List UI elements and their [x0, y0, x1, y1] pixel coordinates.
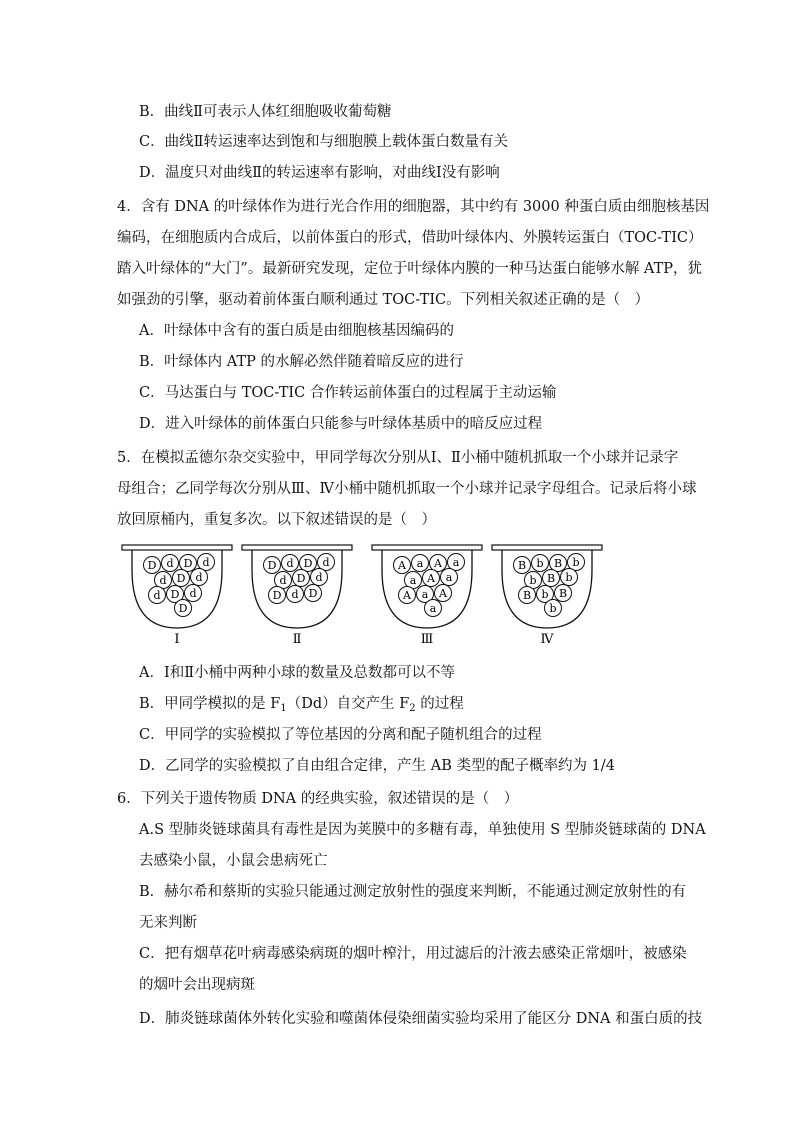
q5-option-b-sub2: 2 — [409, 703, 416, 714]
bucket-rim — [492, 545, 602, 550]
q5-option-b-sub1: 1 — [280, 703, 287, 714]
ball-letter: D — [178, 602, 188, 615]
ball-letter: d — [322, 556, 330, 569]
ball-letter: B — [553, 557, 563, 570]
ball-letter: D — [170, 588, 180, 601]
ball-letter: d — [286, 557, 294, 570]
q4-stem-line-3: 踏入叶绿体的“大门”。最新研究发现，定位于叶绿体内膜的一种马达蛋白能够水解 ATP，犹 — [117, 261, 703, 277]
bucket-label: Ⅱ — [292, 632, 302, 647]
ball-letter: B — [517, 559, 527, 572]
ball-letter: a — [416, 557, 424, 570]
q5-option-a: A．Ⅰ和Ⅱ小桶中两种小球的数量及总数都可以不等 — [139, 665, 456, 681]
q6-option-a-line-1: A.S 型肺炎链球菌具有毒性是因为荚膜中的多糖有毒，单独使用 S 型肺炎链球菌的 DNA — [139, 822, 706, 838]
q5-option-c: C．甲同学的实验模拟了等位基因的分离和配子随机组合的过程 — [139, 727, 542, 743]
q5-option-b — [139, 694, 464, 719]
q4-stem-line-2: 编码，在细胞质内合成后，以前体蛋白的形式，借助叶绿体内、外膜转运蛋白（TOC-TIC） — [117, 230, 703, 246]
ball-letter: d — [195, 571, 203, 584]
q4-stem-line-1: 4．含有 DNA 的叶绿体作为进行光合作用的细胞器，其中约有 3000 种蛋白质由细胞核基因 — [117, 199, 710, 215]
ball-letter: B — [546, 572, 556, 585]
bucket-rim — [242, 545, 352, 550]
q3-option-d: D．温度只对曲线Ⅱ的转运速率有影响，对曲线Ⅰ没有影响 — [139, 165, 500, 181]
bucket-rim — [122, 545, 232, 550]
q4-option-b: B．叶绿体内 ATP 的水解必然伴随着暗反应的进行 — [139, 354, 464, 370]
ball-letter: d — [291, 588, 299, 601]
ball-letter: a — [429, 602, 437, 615]
ball-letter: b — [572, 556, 580, 569]
ball-letter: d — [202, 556, 210, 569]
bucket-rim — [372, 545, 482, 550]
ball-letter: D — [267, 559, 277, 572]
ball-letter: d — [159, 574, 167, 587]
ball-letter: d — [279, 574, 287, 587]
ball-letter: d — [166, 557, 174, 570]
q5-option-b-post: 的过程 — [415, 696, 464, 712]
ball-letter: D — [183, 557, 193, 570]
q3-option-c: C．曲线Ⅱ转运速率达到饱和与细胞膜上载体蛋白数量有关 — [139, 134, 508, 150]
ball-letter: A — [398, 559, 406, 572]
ball-letter: A — [427, 572, 435, 585]
q4-option-c: C．马达蛋白与 TOC-TIC 合作转运前体蛋白的过程属于主动运输 — [139, 385, 557, 401]
q6-option-a-line-2: 去感染小鼠，小鼠会患病死亡 — [139, 853, 328, 869]
ball-letter: D — [272, 589, 282, 602]
ball-letter: B — [558, 587, 568, 600]
bucket-3 — [372, 545, 482, 647]
bucket-label: Ⅳ — [540, 632, 554, 647]
bucket-figure — [117, 540, 617, 650]
bucket-label: Ⅰ — [174, 632, 180, 647]
ball-letter: d — [189, 587, 197, 600]
q6-option-c-line-2: 的烟叶会出现病斑 — [139, 977, 255, 993]
q5-stem-line-1: 5．在模拟孟德尔杂交实验中，甲同学每次分别从Ⅰ、Ⅱ小桶中随机抓取一个小球并记录字 — [117, 450, 679, 466]
ball-letter: A — [403, 589, 411, 602]
q4-option-d: D．进入叶绿体的前体蛋白只能参与叶绿体基质中的暗反应过程 — [139, 416, 543, 432]
ball-letter: B — [522, 589, 532, 602]
ball-letter: D — [296, 572, 306, 585]
q4-option-a: A．叶绿体中含有的蛋白质是由细胞核基因编码的 — [139, 323, 454, 339]
q4-stem-line-4: 如强劲的引擎，驱动着前体蛋白顺利通过 TOC-TIC。下列相关叙述正确的是（ ） — [117, 292, 650, 308]
buckets-diagram — [117, 540, 617, 650]
q6-option-d-line-1: D．肺炎链球菌体外转化实验和噬菌体侵染细菌实验均采用了能区分 DNA 和蛋白质的技 — [139, 1011, 703, 1027]
bucket-label: Ⅲ — [420, 632, 434, 647]
q6-option-c-line-1: C．把有烟草花叶病毒感染病斑的烟叶榨汁，用过滤后的汁液去感染正常烟叶，被感染 — [139, 946, 687, 962]
ball-letter: D — [176, 572, 186, 585]
ball-letter: b — [529, 574, 537, 587]
ball-letter: b — [536, 557, 544, 570]
q5-stem-line-2: 母组合；乙同学每次分别从Ⅲ、Ⅳ小桶中随机抓取一个小球并记录字母组合。记录后将小球 — [117, 481, 697, 497]
ball-letter: a — [445, 571, 453, 584]
ball-letter: a — [421, 588, 429, 601]
q5-stem-line-3: 放回原桶内，重复多次。以下叙述错误的是（ ） — [117, 512, 436, 528]
bucket-1 — [122, 545, 232, 647]
q6-stem: 6．下列关于遗传物质 DNA 的经典实验，叙述错误的是（ ） — [117, 791, 519, 807]
q5-option-d: D．乙同学的实验模拟了自由组合定律，产生 AB 类型的配子概率约为 1/4 — [139, 758, 615, 774]
ball-letter: b — [549, 602, 557, 615]
ball-letter: A — [439, 587, 447, 600]
bucket-4 — [492, 545, 602, 647]
ball-letter: d — [315, 571, 323, 584]
q5-option-b-mid: （Dd）自交产生 F — [286, 696, 410, 712]
ball-letter: b — [541, 588, 549, 601]
q6-option-b-line-1: B．赫尔希和蔡斯的实验只能通过测定放射性的强度来判断，不能通过测定放射性的有 — [139, 884, 687, 900]
ball-letter: a — [452, 556, 460, 569]
ball-letter: D — [303, 557, 313, 570]
ball-letter: a — [409, 574, 417, 587]
q3-option-b: B．曲线Ⅱ可表示人体红细胞吸收葡萄糖 — [139, 104, 392, 120]
q6-option-b-line-2: 无来判断 — [139, 915, 197, 931]
ball-letter: A — [434, 557, 442, 570]
bucket-2 — [242, 545, 352, 647]
ball-letter: D — [308, 587, 318, 600]
ball-letter: D — [147, 559, 157, 572]
ball-letter: d — [153, 589, 161, 602]
ball-letter: b — [565, 571, 573, 584]
q5-option-b-pre: B．甲同学模拟的是 F — [139, 696, 281, 712]
